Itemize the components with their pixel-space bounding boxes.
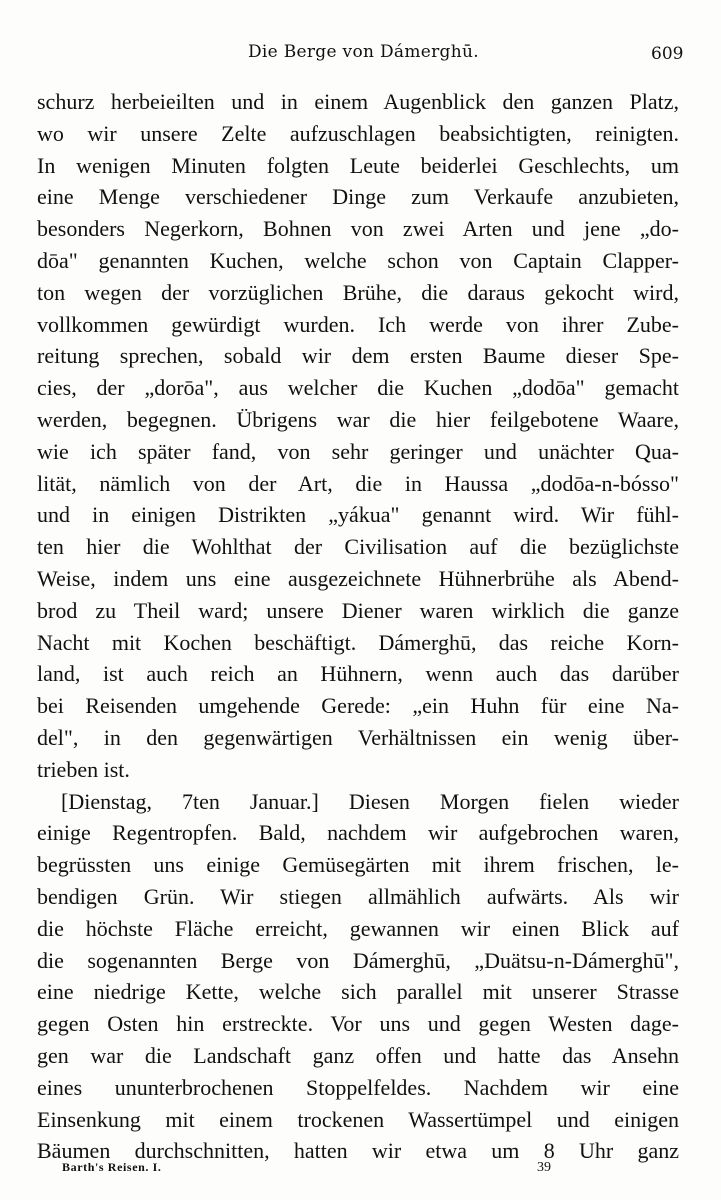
- text-line: werden, begegnen. Übrigens war die hier feilgebotene Waare,: [37, 406, 679, 432]
- text-line: eine Menge verschiedener Dinge zum Verkaufe anzubieten,: [37, 184, 679, 210]
- body-text: [37, 86, 679, 1167]
- text-line: besonders Negerkorn, Bohnen von zwei Arten und jene „do-: [37, 216, 679, 242]
- text-line: bei Reisenden umgehende Gerede: „ein Huhn für eine Na-: [37, 693, 679, 719]
- text-line: Nacht mit Kochen beschäftigt. Dámerghū, das reiche Korn-: [37, 629, 679, 655]
- text-line: begrüssten uns einige Gemüsegärten mit ihrem frischen, le-: [37, 852, 679, 878]
- text-line: Bäumen durchschnitten, hatten wir etwa um 8 Uhr ganz: [37, 1138, 679, 1164]
- sheet-number: 39: [537, 1160, 551, 1175]
- text-line: bendigen Grün. Wir stiegen allmählich aufwärts. Als wir: [37, 883, 679, 909]
- text-line: eines ununterbrochenen Stoppelfeldes. Nachdem wir eine: [37, 1074, 679, 1100]
- text-line: und in einigen Distrikten „yákua" genannt wird. Wir fühl-: [37, 502, 679, 528]
- text-line: reitung sprechen, sobald wir dem ersten Baume dieser Spe-: [37, 343, 679, 369]
- text-line: ton wegen der vorzüglichen Brühe, die daraus gekocht wird,: [37, 279, 679, 305]
- text-line: del", in den gegenwärtigen Verhältnissen ein wenig über-: [37, 724, 679, 750]
- text-line: Einsenkung mit einem trockenen Wassertümpel und einigen: [37, 1106, 679, 1132]
- page-footer: [0, 1160, 721, 1182]
- text-line: wo wir unsere Zelte aufzuschlagen beabsichtigten, reinigten.: [37, 120, 679, 146]
- running-title: Die Berge von Dámerghū.: [248, 42, 479, 62]
- text-line: die höchste Fläche erreicht, gewannen wir einen Blick auf: [37, 915, 679, 941]
- text-line: land, ist auch reich an Hühnern, wenn auch das darüber: [37, 661, 679, 687]
- text-line: trieben ist.: [37, 756, 130, 782]
- text-line: In wenigen Minuten folgten Leute beiderlei Geschlechts, um: [37, 152, 679, 178]
- text-line: gegen Osten hin erstreckte. Vor uns und gegen Westen dage-: [37, 1011, 679, 1037]
- text-line: cies, der „dorōa", aus welcher die Kuchen „dodōa" gemacht: [37, 375, 679, 401]
- text-line: brod zu Theil ward; unsere Diener waren wirklich die ganze: [37, 597, 679, 623]
- running-header: [0, 42, 721, 70]
- page-number: 609: [651, 44, 684, 64]
- text-line: die sogenannten Berge von Dámerghū, „Duätsu-n-Dámerghū",: [37, 947, 679, 973]
- text-line: Weise, indem uns eine ausgezeichnete Hühnerbrühe als Abend-: [37, 565, 679, 591]
- text-line: wie ich später fand, von sehr geringer und unächter Qua-: [37, 438, 679, 464]
- text-line: einige Regentropfen. Bald, nachdem wir aufgebrochen waren,: [37, 820, 679, 846]
- printer-signature: Barth's Reisen. I.: [62, 1160, 162, 1174]
- text-line: ten hier die Wohlthat der Civilisation auf die bezüglichste: [37, 534, 679, 560]
- text-line: dōa" genannten Kuchen, welche schon von Captain Clapper-: [37, 247, 679, 273]
- text-line: gen war die Landschaft ganz offen und hatte das Ansehn: [37, 1042, 679, 1068]
- text-line: lität, nämlich von der Art, die in Haussa „dodōa-n-bósso": [37, 470, 679, 496]
- text-line: vollkommen gewürdigt wurden. Ich werde von ihrer Zube-: [37, 311, 679, 337]
- text-line: schurz herbeieilten und in einem Augenblick den ganzen Platz,: [37, 89, 679, 114]
- text-line: eine niedrige Kette, welche sich parallel mit unserer Strasse: [37, 979, 679, 1005]
- text-line: [Dienstag, 7ten Januar.] Diesen Morgen fielen wieder: [61, 788, 679, 814]
